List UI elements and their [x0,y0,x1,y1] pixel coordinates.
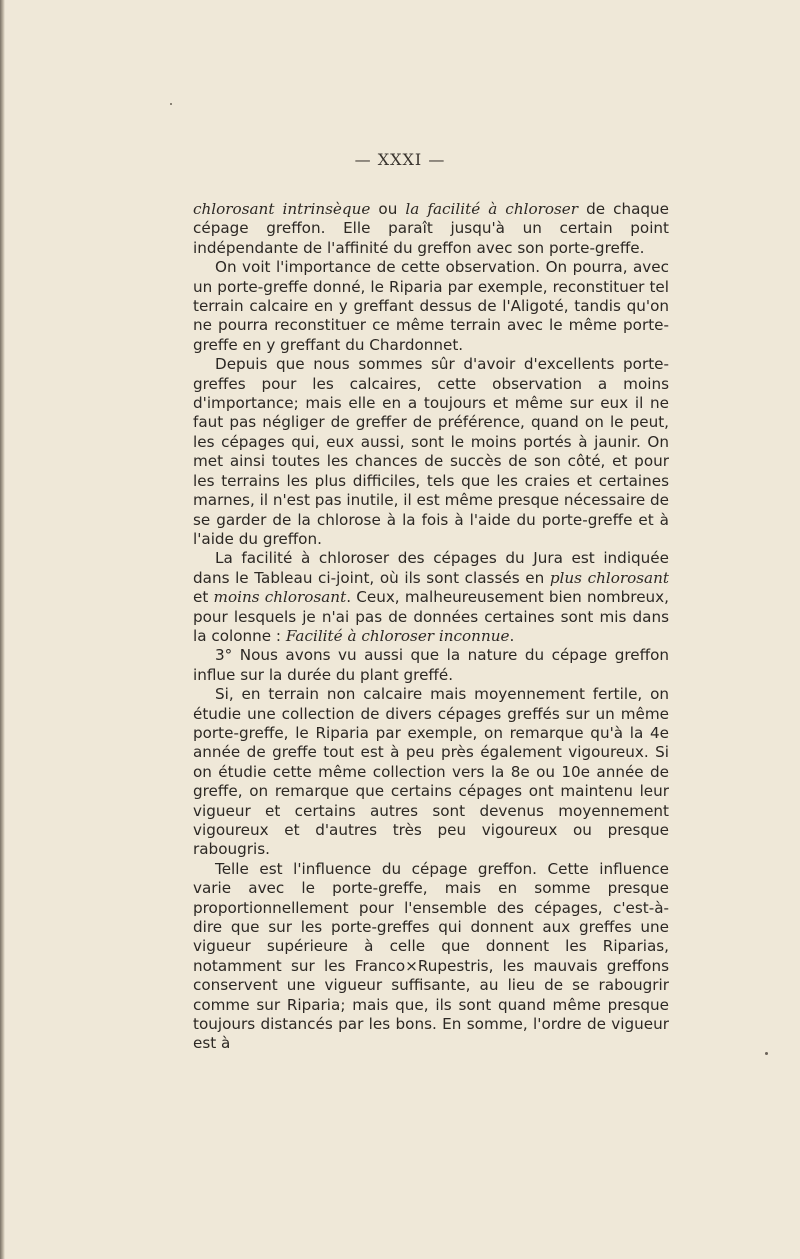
paragraph-1 [193,200,669,258]
paragraph-7 [193,860,669,1054]
paragraph-2 [193,258,669,355]
page-binding-edge [0,0,5,1259]
body-text [193,200,669,1054]
text-run: La facilité à chloroser des cépages du Jura est indiquée dans le Tableau ci-joint, où ils sont classés en [193,549,669,587]
paper-speck [170,103,172,105]
paper-speck [765,1052,768,1055]
italic-term: chlorosant intrinsèque [193,200,371,218]
text-run: ou [370,200,406,218]
text-run: . [509,626,515,645]
text-run: Depuis que nous sommes sûr d'avoir d'excellents porte-greffes pour les calcaires, cette observation a moins d'importance; mais elle en a toujours et même sur eux il ne faut pas négliger de greffer de préférence, quand on le peut, les cépages qui, eux aussi, sont le moins portés à jaunir. On met ainsi toutes les chances de succès de son côté, et pour les terrains les plus difficiles, tels que les craies et certaines marnes, il n'est pas inutile, il est même presque nécessaire de se garder de la chlorose à la fois à l'aide du porte-greffe et à l'aide du greffon. [193,355,670,548]
page-number: — XXXI — [354,150,446,169]
text-run: On voit l'importance de cette observation. On pourra, avec un porte-greffe donné, le Riparia par exemple, reconstituer tel terrain calcaire en y greffant dessus de l'Aligoté, tandis qu'on ne pourra reconstituer ce même terrain avec le même porte-greffe en y greffant du Chardonnet. [193,258,669,354]
paragraph-4 [193,549,669,646]
text-run: de chaque cépage greffon. Elle paraît jusqu'à un certain point indépendante de l'affinité du greffon avec son porte-greffe. [193,200,669,257]
italic-term: plus chlorosant [549,568,669,587]
italic-term: Facilité à chloroser inconnue [285,626,510,645]
text-run: 3° Nous avons vu aussi que la nature du cépage greffon influe sur la durée du plant greffé. [193,646,669,684]
text-run: et [193,588,214,607]
italic-term: moins chlorosant [213,588,347,607]
italic-term: la facilité à chloroser [405,200,579,218]
paragraph-6 [193,685,669,860]
text-run: Telle est l'influence du cépage greffon. Cette influence varie avec le porte-greffe, mais en somme presque proportionnellement pour l'ensemble des cépages, c'est-à-dire que sur les porte-greffes qui donnent aux greffes une vigueur supérieure à celle que donnent les Riparias, notamment sur les Franco×Rupestris, les mauvais greffons conservent une vigueur suffisante, au lieu de se rabougrir comme sur Riparia; mais que, ils sont quand même presque toujours distancés par les bons. En somme, l'ordre de vigueur est à [193,859,669,1053]
paragraph-5 [193,646,669,685]
text-run: Si, en terrain non calcaire mais moyennement fertile, on étudie une collection de divers cépages greffés sur un même porte-greffe, le Riparia par exemple, on remarque qu'à la 4e année de greffe tout est à peu près également vigoureux. Si on étudie cette même collection vers la 8e ou 10e année de greffe, on remarque que certains cépages ont maintenu leur vigueur et certains autres sont devenus moyennement vigoureux et d'autres très peu vigoureux ou presque rabougris. [193,685,669,859]
text-run: . Ceux, malheureusement bien nombreux, pour lesquels je n'ai pas de données certaines sont mis dans la colonne : [193,588,669,645]
paragraph-3 [193,355,669,549]
